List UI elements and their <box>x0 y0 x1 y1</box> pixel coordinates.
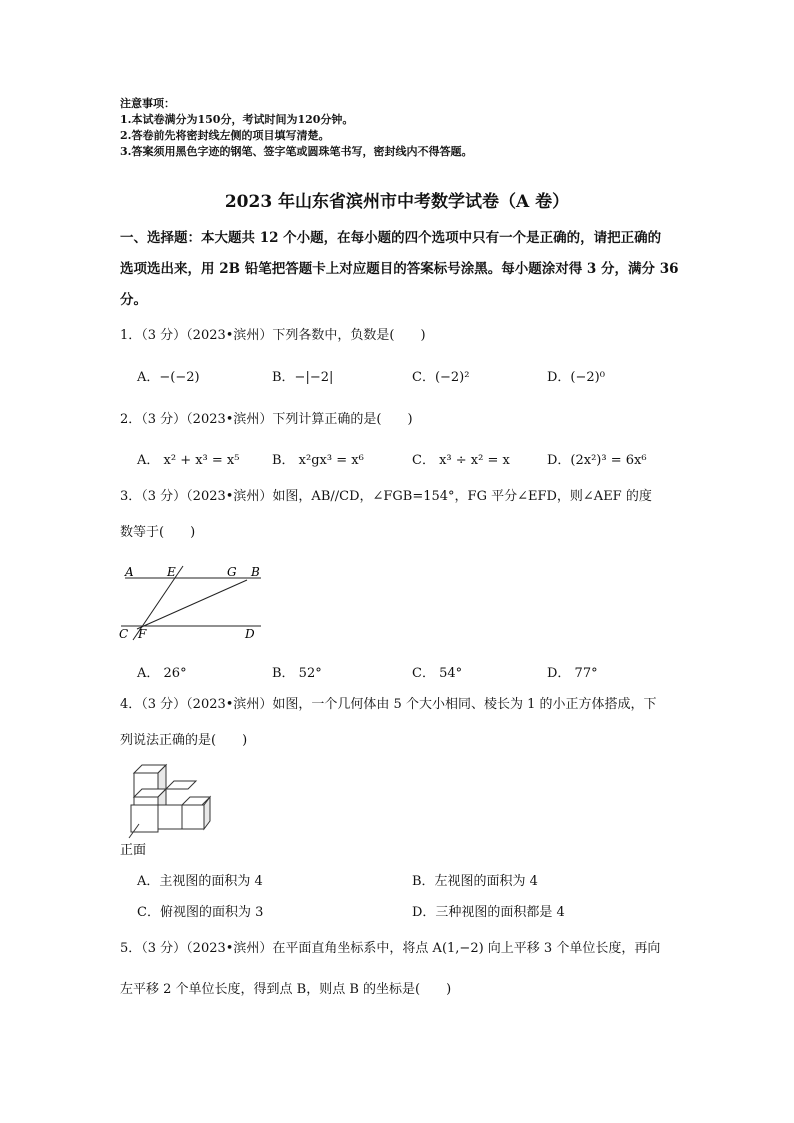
q2-option-b: B． x²gx³ = x⁶ <box>272 453 364 468</box>
label-f: F <box>138 627 147 641</box>
notice-item-3: 3.答案须用黑色字迹的钢笔、签字笔或圆珠笔书写，密封线内不得答题。 <box>120 145 473 158</box>
notice-item-1: 1.本试卷满分为150分，考试时间为120分钟。 <box>120 113 354 126</box>
q4-figure <box>115 760 215 858</box>
section-line-2: 选项选出来，用 2B 铅笔把答题卡上对应题目的答案标号涂黑。每小题涂对得 3 分，满分 36 <box>120 261 679 277</box>
q4-stem-line-2: 列说法正确的是( ) <box>120 733 248 748</box>
label-c: C <box>119 627 129 641</box>
q3-option-a: A． 26° <box>137 666 187 681</box>
notice-heading: 注意事项： <box>120 97 175 110</box>
q4-option-a: A．主视图的面积为 4 <box>137 874 263 889</box>
q4-option-b: B．左视图的面积为 4 <box>412 874 538 889</box>
cube-back-top <box>166 781 196 789</box>
section-line-3: 分。 <box>120 292 147 308</box>
cube-front-low <box>131 805 158 832</box>
notice-item-2: 2.答卷前先将密封线左侧的项目填写清楚。 <box>120 129 330 142</box>
cube-front-mid <box>158 805 182 829</box>
label-g: G <box>227 565 237 579</box>
q4-option-d: D．三种视图的面积都是 4 <box>412 905 565 920</box>
label-e: E <box>167 565 176 579</box>
label-d: D <box>245 627 255 641</box>
q1-option-b: B．−|−2| <box>272 370 334 385</box>
q4-option-c: C．俯视图的面积为 3 <box>137 905 264 920</box>
q3-figure <box>115 560 275 646</box>
q1-option-c: C．(−2)² <box>412 370 470 385</box>
q3-option-d: D． 77° <box>547 666 598 681</box>
label-a: A <box>125 565 134 579</box>
q5-stem-line-1: 5．（3 分）（2023•滨州）在平面直角坐标系中，将点 A(1,−2) 向上平移 3 个单位长度，再向 <box>120 941 661 956</box>
q2-option-c: C． x³ ÷ x² = x <box>412 453 510 468</box>
q2-option-d: D．(2x²)³ = 6x⁶ <box>547 453 647 468</box>
label-b: B <box>251 565 260 579</box>
q2-stem: 2．（3 分）（2023•滨州）下列计算正确的是( ) <box>120 412 413 427</box>
q1-option-a: A．−(−2) <box>137 370 200 385</box>
q1-option-d: D．(−2)⁰ <box>547 370 605 385</box>
section-line-1: 一、选择题：本大题共 12 个小题，在每小题的四个选项中只有一个是正确的，请把正确的 <box>120 230 662 246</box>
cube-front-right <box>182 805 204 829</box>
q2-option-a: A． x² + x³ = x⁵ <box>137 453 240 468</box>
q3-option-b: B． 52° <box>272 666 322 681</box>
q4-stem-line-1: 4．（3 分）（2023•滨州）如图，一个几何体由 5 个大小相同、棱长为 1 的小正方体搭成，下 <box>120 697 657 712</box>
exam-title: 2023 年山东省滨州市中考数学试卷（A 卷） <box>224 192 570 212</box>
q3-option-c: C． 54° <box>412 666 463 681</box>
q5-stem-line-2: 左平移 2 个单位长度，得到点 B，则点 B 的坐标是( ) <box>120 982 452 997</box>
front-label: 正面 <box>120 843 147 858</box>
q3-stem-line-2: 数等于( ) <box>120 525 196 540</box>
q1-stem: 1．（3 分）（2023•滨州）下列各数中，负数是( ) <box>120 328 426 343</box>
line-fg <box>137 580 247 629</box>
q3-stem-line-1: 3．（3 分）（2023•滨州）如图，AB//CD，∠FGB=154°，FG 平分∠EFD，则∠AEF 的度 <box>120 489 652 504</box>
